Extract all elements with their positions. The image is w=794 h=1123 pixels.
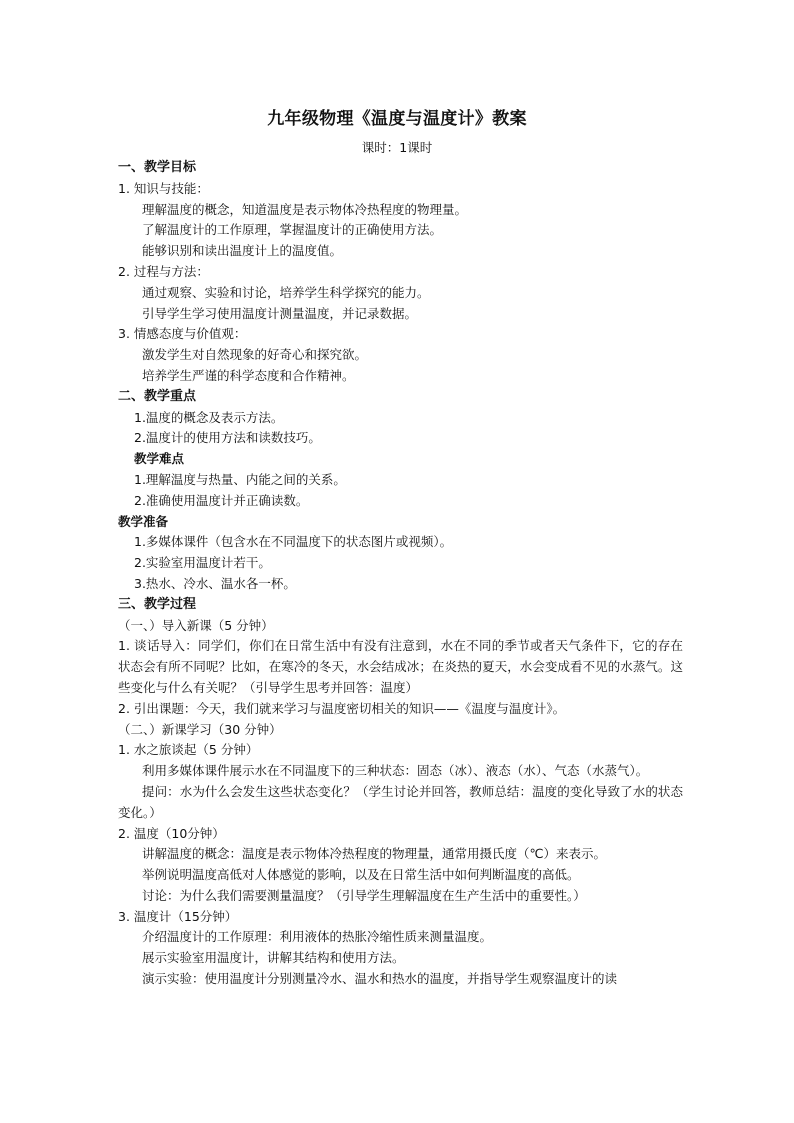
lesson-duration: 课时：1课时 bbox=[361, 140, 433, 155]
text-line: 能够识别和读出温度计上的温度值。 bbox=[142, 243, 343, 259]
document-body bbox=[118, 158, 683, 990]
text-line: 激发学生对自然现象的好奇心和探究欲。 bbox=[142, 347, 368, 363]
text-line: 通过观察、实验和讨论，培养学生科学探究的能力。 bbox=[142, 284, 430, 300]
text-line: 讲解温度的概念：温度是表示物体冷热程度的物理量，通常用摄氏度（℃）来表示。 bbox=[142, 846, 607, 862]
text-line: 1.温度的概念及表示方法。 bbox=[134, 409, 284, 425]
text-line: （二、）新课学习（30 分钟） bbox=[118, 721, 282, 737]
text-line: 2.温度计的使用方法和读数技巧。 bbox=[134, 430, 321, 446]
text-line: 2.准确使用温度计并正确读数。 bbox=[134, 492, 309, 508]
text-line: 利用多媒体课件展示水在不同温度下的三种状态：固态（冰）、液态（水）、气态（水蒸气）。 bbox=[142, 763, 649, 779]
text-line: 引导学生学习使用温度计测量温度，并记录数据。 bbox=[142, 305, 418, 321]
text-line: 2. 过程与方法： bbox=[118, 263, 209, 279]
text-line: 展示实验室用温度计，讲解其结构和使用方法。 bbox=[142, 950, 405, 966]
text-line: （一、）导入新课（5 分钟） bbox=[118, 617, 274, 633]
text-line: 三、教学过程 bbox=[118, 596, 197, 612]
text-line: 1.多媒体课件（包含水在不同温度下的状态图片或视频）。 bbox=[134, 534, 453, 550]
text-line: 了解温度计的工作原理，掌握温度计的正确使用方法。 bbox=[142, 222, 443, 238]
text-line: 二、教学重点 bbox=[118, 388, 197, 404]
text-line: 1. 知识与技能： bbox=[118, 180, 209, 196]
text-line: 介绍温度计的工作原理：利用液体的热胀冷缩性质来测量温度。 bbox=[142, 929, 493, 945]
text-line: 一、教学目标 bbox=[118, 160, 197, 175]
text-line: 教学准备 bbox=[118, 513, 169, 529]
text-line: 理解温度的概念，知道温度是表示物体冷热程度的物理量。 bbox=[142, 201, 468, 217]
text-line: 3. 温度计（15分钟） bbox=[118, 908, 238, 924]
text-line: 举例说明温度高低对人体感觉的影响，以及在日常生活中如何判断温度的高低。 bbox=[142, 867, 580, 883]
text-line: 1. 水之旅谈起（5 分钟） bbox=[118, 742, 259, 758]
text-line: 1.理解温度与热量、内能之间的关系。 bbox=[134, 471, 346, 487]
document-title: 九年级物理《温度与温度计》教案 bbox=[267, 109, 527, 129]
text-line: 讨论：为什么我们需要测量温度？（引导学生理解温度在生产生活中的重要性。） bbox=[142, 887, 586, 903]
text-line: 2. 温度（10分钟） bbox=[118, 825, 225, 841]
text-line: 1. 谈话导入：同学们，你们在日常生活中有没有注意到，水在不同的季节或者天气条件下，它的存在状态会有所不同呢？比如，在寒冷的冬天，水会结成冰；在炎热的夏天，水会变成看不见的水蒸气。这些变化与什么有关呢？（引导学生思考并回答：温度） bbox=[118, 638, 683, 695]
text-line: 教学难点 bbox=[134, 451, 185, 467]
text-line: 3. 情感态度与价值观： bbox=[118, 326, 247, 342]
text-line: 演示实验：使用温度计分别测量冷水、温水和热水的温度，并指导学生观察温度计的读 bbox=[142, 971, 618, 987]
text-line: 2.实验室用温度计若干。 bbox=[134, 555, 271, 571]
text-line: 2. 引出课题：今天，我们就来学习与温度密切相关的知识——《温度与温度计》。 bbox=[118, 700, 566, 716]
text-line: 提问：水为什么会发生这些状态变化？（学生讨论并回答，教师总结：温度的变化导致了水的状态变化。） bbox=[118, 783, 683, 820]
text-line: 3.热水、冷水、温水各一杯。 bbox=[134, 575, 296, 591]
text-line: 培养学生严谨的科学态度和合作精神。 bbox=[142, 367, 355, 383]
